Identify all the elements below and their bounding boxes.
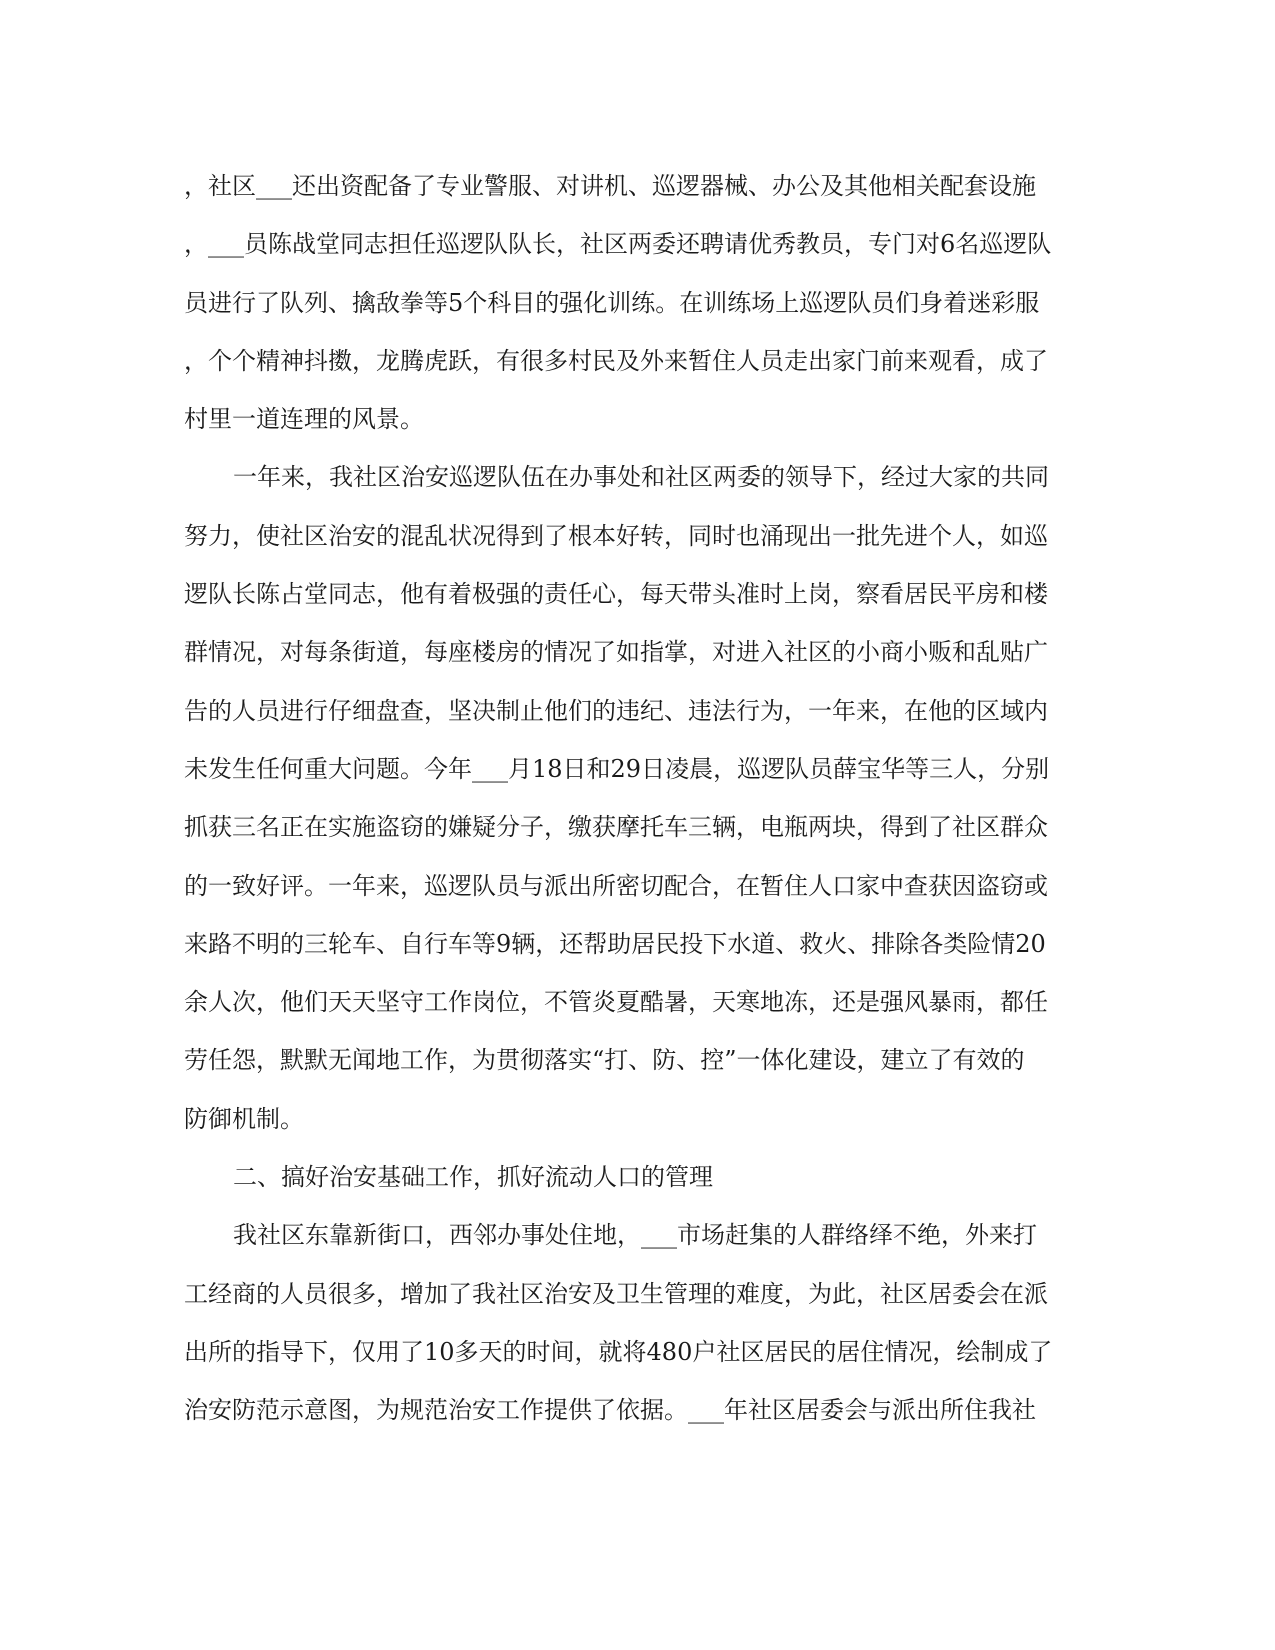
text-line: 逻队长陈占堂同志，他有着极强的责任心，每天带头准时上岗，察看居民平房和楼	[184, 580, 1048, 609]
text-line: 未发生任何重大问题。今年___月18日和29日凌晨，巡逻队员薛宝华等三人，分别	[184, 754, 1050, 783]
document-body	[184, 166, 1084, 1449]
text-line: 劳任怨，默默无闻地工作，为贯彻落实“打、防、控”一体化建设，建立了有效的	[184, 1046, 1025, 1075]
text-line: 员进行了队列、擒敌拳等5个科目的强化训练。在训练场上巡逻队员们身着迷彩服	[184, 288, 1040, 317]
text-line: 村里一道连理的风景。	[184, 405, 424, 434]
text-line: 治安防范示意图，为规范治安工作提供了依据。___年社区居委会与派出所住我社	[184, 1396, 1036, 1425]
text-line: 出所的指导下，仅用了10多天的时间，就将480户社区居民的居住情况，绘制成了	[184, 1337, 1053, 1366]
text-line: 努力，使社区治安的混乱状况得到了根本好转，同时也涌现出一批先进个人，如巡	[184, 521, 1048, 550]
paragraph-first-line: 我社区东靠新街口，西邻办事处住地，___市场赶集的人群络绎不绝，外来打	[233, 1221, 1037, 1250]
paragraph-first-line: 一年来，我社区治安巡逻队伍在办事处和社区两委的领导下，经过大家的共同	[233, 463, 1049, 492]
text-line: 抓获三名正在实施盗窃的嫌疑分子，缴获摩托车三辆，电瓶两块，得到了社区群众	[184, 813, 1048, 842]
section-heading: 二、搞好治安基础工作，抓好流动人口的管理	[233, 1163, 713, 1192]
text-line: 告的人员进行仔细盘查，坚决制止他们的违纪、违法行为，一年来，在他的区域内	[184, 696, 1048, 725]
text-line: ，___员陈战堂同志担任巡逻队队长，社区两委还聘请优秀教员，专门对6名巡逻队	[184, 230, 1052, 259]
text-line: 余人次，他们天天坚守工作岗位，不管炎夏酷暑，天寒地冻，还是强风暴雨，都任	[184, 988, 1048, 1017]
text-line: 来路不明的三轮车、自行车等9辆，还帮助居民投下水道、救火、排除各类险情20	[184, 929, 1046, 958]
text-line: ，社区___还出资配备了专业警服、对讲机、巡逻器械、办公及其他相关配套设施	[184, 172, 1036, 200]
text-line: 群情况，对每条街道，每座楼房的情况了如指掌，对进入社区的小商小贩和乱贴广	[184, 638, 1048, 667]
text-line: 工经商的人员很多，增加了我社区治安及卫生管理的难度，为此，社区居委会在派	[184, 1279, 1048, 1308]
text-line: 的一致好评。一年来，巡逻队员与派出所密切配合，在暂住人口家中查获因盗窃或	[184, 871, 1048, 900]
text-line: 防御机制。	[184, 1104, 304, 1133]
text-line: ，个个精神抖擞，龙腾虎跃，有很多村民及外来暂住人员走出家门前来观看，成了	[184, 346, 1048, 375]
